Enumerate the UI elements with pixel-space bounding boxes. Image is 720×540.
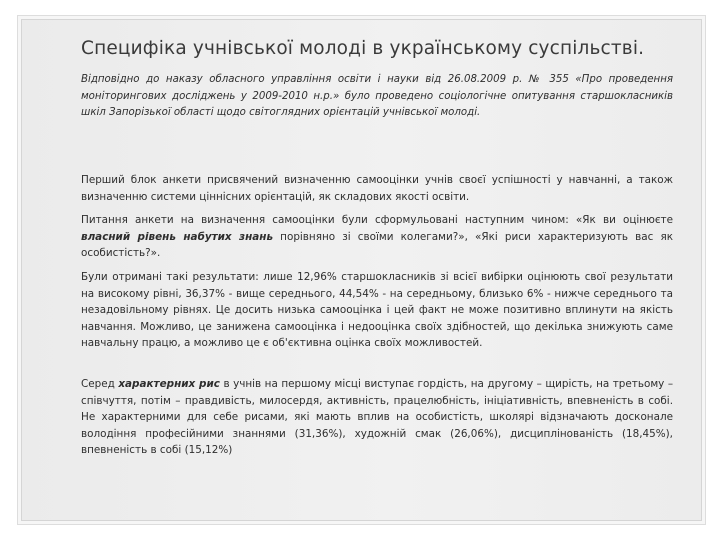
- paragraph-questions: [81, 212, 673, 262]
- slide-title: Специфіка учнівської молоді в українському суспільстві.: [81, 38, 645, 59]
- paragraph-first-block: Перший блок анкети присвячений визначенню самооцінки учнів своєї успішності у навчанні, а також визначенню системи ціннісних орієнтацій, як складових якості освіти.: [81, 174, 673, 203]
- paragraph-traits-text-after: в учнів на першому місці виступає гордість, на другому – щирість, на третьому – співчуття, потім – правдивість, милосердя, активність, працелюбність, ініціативність, впевненість в собі. Не характерними для себе рисами, які мають вплив на особистість, школярі відзначають досконале володіння професійними знаннями (31,36%), художній смак (26,06%), дисциплінованість (18,45%), впевненість в собі (15,12%): [81, 378, 674, 456]
- emphasis-characteristic-traits: характерних рис: [118, 378, 220, 390]
- emphasis-knowledge-level: власний рівень набутих знань: [81, 230, 274, 243]
- paragraph-traits-text-before: Серед: [81, 378, 119, 390]
- paragraph-traits: [81, 376, 673, 459]
- paragraph-results: Були отримані такі результати: лише 12,96% старшокласників зі всієї вибірки оцінюють свої результати на високому рівні, 36,37% - вище середнього, 44,54% - на середньому, близько 6% - нижче середнього та незадовільному рівнях. Це досить низька самооцінка і цей факт не може позитивно вплинути на якість навчання. Можливо, це занижена самооцінка і недооцінка своїх здібностей, що декілька знижують саме навчальну працю, а можливо це є об'єктивна оцінка своїх можливостей.: [81, 271, 673, 349]
- paragraph-questions-text-after: порівняно зі своїми колегами?», «Які риси характеризують вас як особистість?».: [81, 230, 673, 259]
- intro-paragraph: Відповідно до наказу обласного управління освіти і науки від 26.08.2009 р. № 355 «Про проведення моніторингових досліджень у 2009-2010 н.р.» було проведено соціологічне опитування старшокласників шкіл Запорізької області щодо світоглядних орієнтацій учнівської молоді.: [81, 74, 673, 118]
- paragraph-questions-text-before: Питання анкети на визначення самооцінки були сформульовані наступним чином: «Як ви оцінюєте: [81, 214, 673, 226]
